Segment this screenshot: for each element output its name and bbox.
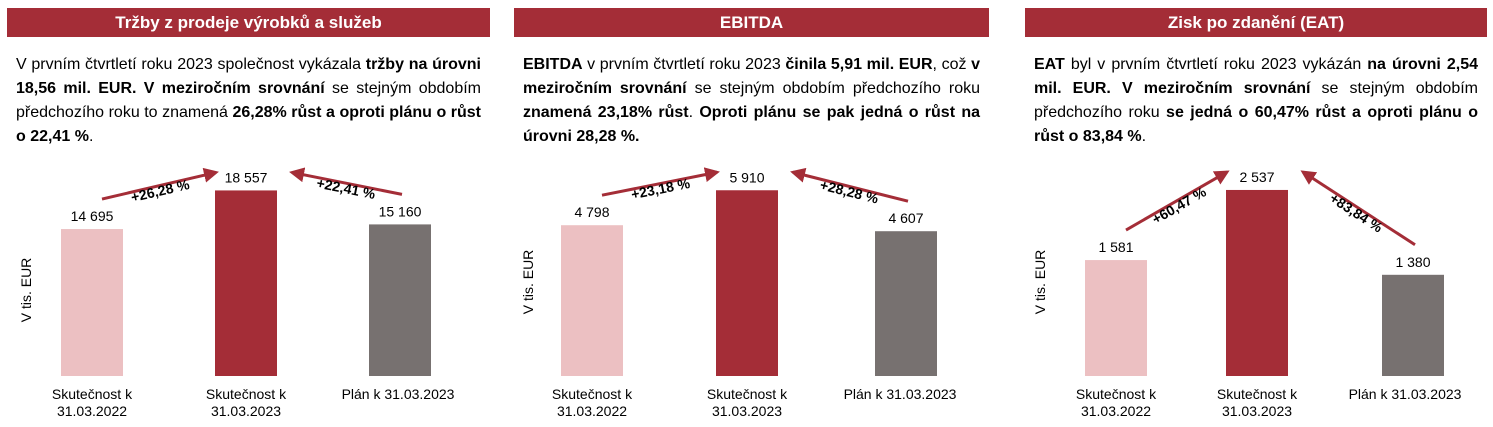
description-segment: . <box>88 128 94 145</box>
category-label: 31.03.2022 <box>56 403 128 419</box>
eat-chart <box>1025 0 1487 427</box>
growth-annotation: +22,41 % <box>315 174 377 202</box>
bar-3 <box>369 224 431 376</box>
description-segment: v meziročním srovnání <box>523 56 980 97</box>
growth-annotation: +26,28 % <box>129 176 191 206</box>
bar-value-label: 2 537 <box>1239 168 1275 185</box>
growth-annotation: +28,28 % <box>818 176 881 207</box>
growth-annotation: +83,84 % <box>1326 189 1386 236</box>
description-segment: tržby na úrovni 18,56 mil. EUR. V meziročním srovnání <box>16 56 481 97</box>
bar-3 <box>875 231 937 376</box>
bar-1 <box>1085 260 1147 376</box>
category-label: Skutečnost k <box>51 386 133 402</box>
category-label: Skutečnost k <box>205 386 287 402</box>
description-segment: na úrovni 2,54 mil. EUR. V meziročním srovnání <box>1034 56 1478 97</box>
category-label: Skutečnost k <box>706 386 788 402</box>
panel-title: EBITDA <box>514 8 989 37</box>
description-segment: EBITDA <box>523 56 583 73</box>
category-label: 31.03.2023 <box>1221 403 1293 419</box>
bar-3 <box>1382 275 1444 376</box>
bar-value-label: 4 607 <box>888 210 924 227</box>
description-segment: . <box>1141 128 1147 145</box>
y-axis-label: V tis. EUR <box>520 249 536 315</box>
bar-2 <box>215 190 277 376</box>
category-label: 31.03.2023 <box>210 403 282 419</box>
category-label: 31.03.2022 <box>1080 403 1152 419</box>
description-segment: 26,28% růst a oproti plánu o růst o 22,41 % <box>16 104 482 145</box>
panel-title: Zisk po zdanění (EAT) <box>1025 8 1487 37</box>
description-segment: byl v prvním čtvrtletí roku 2023 vykázán <box>1064 56 1368 73</box>
description-segment: činila 5,91 mil. EUR <box>785 56 933 73</box>
bar-value-label: 4 798 <box>574 204 610 221</box>
panel-eat <box>1025 0 1487 427</box>
bar-value-label: 15 160 <box>378 203 422 220</box>
bar-value-label: 1 380 <box>1395 253 1431 270</box>
description-segment: se stejným obdobím předchozího roku <box>1034 80 1479 121</box>
category-label: Plán k 31.03.2023 <box>1348 386 1462 402</box>
bar-1 <box>61 229 123 376</box>
category-label: Plán k 31.03.2023 <box>341 386 455 402</box>
y-axis-label: V tis. EUR <box>18 257 34 323</box>
bar-2 <box>1226 190 1288 376</box>
category-label: 31.03.2022 <box>556 403 628 419</box>
bar-1 <box>561 225 623 376</box>
bar-value-label: 1 581 <box>1098 239 1134 256</box>
bar-value-label: 14 695 <box>70 208 114 225</box>
panel-title: Tržby z prodeje výrobků a služeb <box>7 8 490 37</box>
bar-value-label: 18 557 <box>224 169 268 186</box>
category-label: Skutečnost k <box>551 386 633 402</box>
description-segment: v prvním čtvrtletí roku 2023 <box>582 56 786 73</box>
revenue-chart <box>7 0 490 427</box>
description-segment: . <box>688 104 700 121</box>
growth-annotation: +60,47 % <box>1149 183 1209 228</box>
description-segment: se stejným obdobím předchozího roku <box>686 80 981 97</box>
category-label: Skutečnost k <box>1075 386 1157 402</box>
category-label: Plán k 31.03.2023 <box>843 386 957 402</box>
panel-revenue <box>7 0 490 427</box>
description-segment: znamená 23,18% růst <box>523 104 689 121</box>
growth-annotation: +23,18 % <box>629 174 692 203</box>
description-segment: EAT <box>1034 56 1065 73</box>
category-label: 31.03.2023 <box>711 403 783 419</box>
bar-value-label: 5 910 <box>729 169 765 186</box>
description-segment: se stejným obdobím předchozího roku to znamená <box>16 80 482 121</box>
description-segment: V prvním čtvrtletí roku 2023 společnost vykázala <box>16 56 366 73</box>
description-segment: se jedná o 60,47% růst a oproti plánu o růst o 83,84 % <box>1034 104 1478 145</box>
bar-2 <box>716 190 778 376</box>
category-label: Skutečnost k <box>1216 386 1298 402</box>
panel-ebitda <box>514 0 989 427</box>
ebitda-chart <box>514 0 989 427</box>
description-segment: Oproti plánu se pak jedná o růst na úrovni 28,28 %. <box>523 104 981 145</box>
y-axis-label: V tis. EUR <box>1032 249 1048 315</box>
description-segment: , což <box>932 56 972 73</box>
